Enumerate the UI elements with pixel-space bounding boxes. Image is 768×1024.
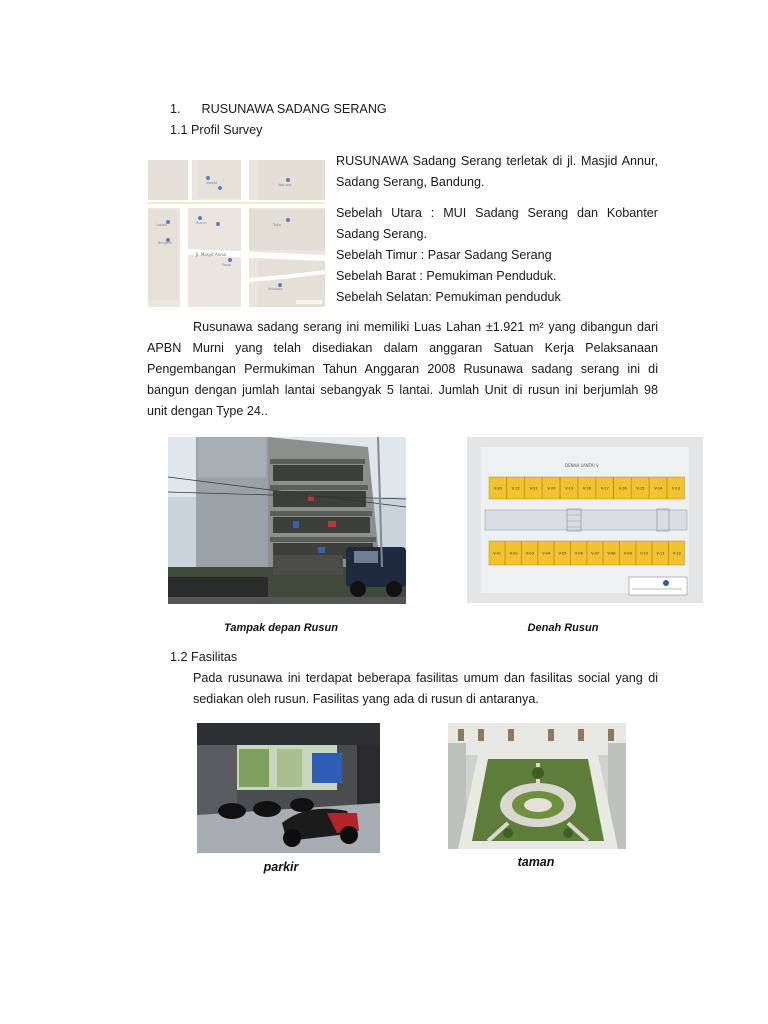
plan-unit-label: V-18 (582, 486, 592, 491)
border-north-cont: Sadang Serang. (336, 227, 428, 241)
plan-unit-label: V-19 (565, 486, 574, 491)
heading-number: 1. (170, 102, 181, 116)
plan-unit-label: V-05 (558, 551, 567, 556)
plan-unit-label: V-09 (623, 551, 632, 556)
map-street-label: Jl. Masjid Annur (196, 252, 227, 257)
location-line: Sadang Serang, Bandung. (336, 175, 485, 189)
svg-text:Warung: Warung (278, 183, 292, 187)
subheading-fasilitas: 1.2 Fasilitas (170, 650, 238, 664)
border-east: Sebelah Timur : Pasar Sadang Serang (336, 248, 552, 262)
plan-bottom-row (489, 541, 685, 565)
svg-text:Masjid: Masjid (206, 181, 218, 185)
plan-unit-label: V-08 (607, 551, 616, 556)
plan-unit-label: V-04 (542, 551, 551, 556)
plan-unit-label: V-21 (529, 486, 538, 491)
svg-text:Bengkel: Bengkel (158, 241, 173, 245)
plan-unit-label: V-03 (525, 551, 534, 556)
heading-text: RUSUNAWA SADANG SERANG (201, 102, 387, 116)
svg-text:Mushola: Mushola (268, 287, 283, 291)
paragraph-line: Rusunawa sadang serang ini memiliki Luas Lahan ±1.921 m² yang dibangun dari (193, 320, 658, 334)
svg-text:Pasar: Pasar (222, 263, 232, 267)
plan-top-row (489, 477, 685, 499)
plan-unit-label: V-20 (493, 486, 502, 491)
section-heading (170, 99, 387, 120)
floor-plan-image (467, 437, 703, 603)
plan-unit-label: V-17 (600, 486, 609, 491)
plan-unit-label: V-12 (672, 551, 681, 556)
location-map (148, 160, 325, 307)
building-front-photo (168, 437, 406, 604)
subheading-profil-survey: 1.1 Profil Survey (170, 123, 263, 137)
location-description (336, 151, 658, 193)
plan-unit-label: V-02 (509, 551, 518, 556)
paragraph-line: Pengembangan Permukiman Tahun Anggaran 2008 Rusunawa sadang serang ini di (147, 362, 658, 376)
plan-unit-label: V-13 (672, 486, 681, 491)
plan-unit-label: V-01 (493, 551, 502, 556)
border-west: Sebelah Barat : Pemukiman Penduduk. (336, 269, 557, 283)
parking-photo (197, 723, 380, 853)
plan-unit-label: V-10 (640, 551, 649, 556)
facilities-paragraph (193, 668, 658, 710)
plan-unit-label: V-22 (511, 486, 520, 491)
border-south: Sebelah Selatan: Pemukiman penduduk (336, 290, 561, 304)
facilities-line: sediakan oleh rusun. Fasilitas yang ada di rusun di antaranya. (193, 692, 539, 706)
paragraph-line: unit dengan Type 24.. (147, 404, 268, 418)
plan-unit-label: V-15 (636, 486, 645, 491)
plan-unit-label: V-20 (547, 486, 556, 491)
caption-front-view: Tampak depan Rusun (224, 622, 338, 634)
garden-photo (448, 723, 626, 849)
paragraph-line: bangun dengan jumlah lantai sebangyak 5 lantai. Jumlah Unit di rusun ini berjumlah 98 (147, 383, 658, 397)
caption-floor-plan: Denah Rusun (527, 622, 599, 634)
caption-parking: parkir (263, 860, 299, 874)
plan-unit-label: V-16 (618, 486, 627, 491)
svg-text:Lokasi: Lokasi (156, 223, 167, 227)
caption-garden: taman (517, 855, 555, 869)
border-list (336, 203, 658, 308)
plan-title: DENAH LANTAI V (565, 463, 599, 468)
description-paragraph (147, 317, 658, 422)
plan-unit-label: V-06 (574, 551, 583, 556)
paragraph-line: APBN Murni yang telah disediakan dalam anggaran Satuan Kerja Pelaksanaan (147, 341, 658, 355)
facilities-line: Pada rusunawa ini terdapat beberapa fasilitas umum dan fasilitas social yang di (193, 671, 658, 685)
svg-text:Toko: Toko (273, 223, 281, 227)
location-line: RUSUNAWA Sadang Serang terletak di jl. Masjid Annur, (336, 154, 658, 168)
plan-unit-label: V-07 (591, 551, 600, 556)
plan-unit-label: V-14 (654, 486, 663, 491)
svg-text:Rusun: Rusun (196, 221, 207, 225)
plan-unit-label: V-11 (656, 551, 665, 556)
border-north: Sebelah Utara : MUI Sadang Serang dan Kobanter (336, 206, 658, 220)
